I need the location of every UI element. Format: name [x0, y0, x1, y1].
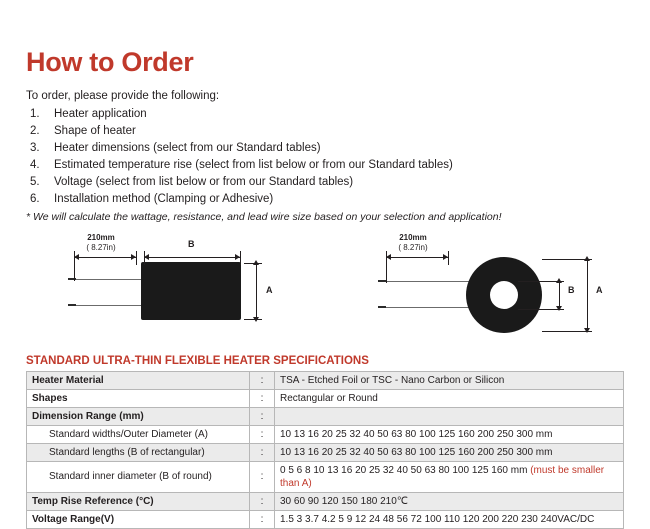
rect-width-dim-line	[144, 257, 240, 258]
row-value: 10 13 16 20 25 32 40 50 63 80 100 125 160 200 250 300 mm	[275, 443, 624, 461]
row-value: Rectangular or Round	[275, 389, 624, 407]
row-colon: :	[250, 461, 275, 492]
row-colon: :	[250, 407, 275, 425]
list-item-label: Installation method (Clamping or Adhesive)	[54, 192, 274, 205]
row-value-text: 0 5 6 8 10 13 16 20 25 32 40 50 63 80 100 125 160 mm	[280, 464, 528, 476]
round-lead-tip-top	[378, 280, 386, 282]
list-item-label: Heater dimensions (select from our Standard tables)	[54, 141, 321, 154]
row-value	[275, 461, 624, 492]
round-lead-dim-line	[386, 257, 448, 258]
round-outer-dim-line	[587, 259, 588, 331]
round-inner-ext-bottom	[518, 309, 564, 310]
round-outer-ext-bottom	[542, 331, 592, 332]
table-row	[27, 461, 624, 492]
rect-height-ext-bottom	[244, 319, 262, 320]
list-item	[26, 123, 624, 140]
row-colon: :	[250, 389, 275, 407]
row-label: Shapes	[27, 389, 250, 407]
table-row	[27, 425, 624, 443]
rect-lead-wire-bottom	[74, 305, 142, 307]
spec-table	[26, 371, 624, 529]
spec-table-title: STANDARD ULTRA-THIN FLEXIBLE HEATER SPECIFICATIONS	[26, 354, 369, 367]
rect-lead-extension-left	[74, 251, 75, 281]
list-item-number: 6.	[30, 192, 40, 205]
list-item	[26, 106, 624, 123]
row-label: Voltage Range(V)	[27, 510, 250, 528]
rect-lead-wire-top	[74, 279, 142, 281]
table-row	[27, 492, 624, 510]
row-label: Heater Material	[27, 371, 250, 389]
list-item	[26, 140, 624, 157]
list-item-label: Shape of heater	[54, 124, 136, 137]
calculation-note: * We will calculate the wattage, resistance, and lead wire size based on your selection and application!	[26, 210, 502, 223]
row-colon: :	[250, 492, 275, 510]
table-row	[27, 443, 624, 461]
row-label: Standard widths/Outer Diameter (A)	[27, 425, 250, 443]
round-outer-ext-top	[542, 259, 592, 260]
intro-text: To order, please provide the following:	[26, 89, 220, 102]
round-lead-tip-bottom	[378, 306, 386, 308]
row-colon: :	[250, 510, 275, 528]
row-label: Standard lengths (B of rectangular)	[27, 443, 250, 461]
round-lead-ext-left	[386, 251, 387, 283]
list-item-label: Estimated temperature rise (select from list below or from our Standard tables)	[54, 158, 453, 171]
row-label: Temp Rise Reference (°C)	[27, 492, 250, 510]
rect-height-ext-top	[244, 263, 262, 264]
rect-lead-dim-line	[74, 257, 136, 258]
list-item-label: Voltage (select from list below or from our Standard tables)	[54, 175, 354, 188]
rect-heater-body	[141, 262, 241, 320]
rect-height-dim-line	[256, 263, 257, 319]
list-item-number: 5.	[30, 175, 40, 188]
table-row	[27, 389, 624, 407]
round-inner-dim-line	[559, 281, 560, 309]
rect-width-letter: B	[188, 238, 195, 249]
list-item-number: 3.	[30, 141, 40, 154]
list-item-number: 4.	[30, 158, 40, 171]
page-title: How to Order	[26, 47, 194, 77]
row-colon: :	[250, 425, 275, 443]
row-value: 1.5 3 3.7 4.2 5 9 12 24 48 56 72 100 110 120 200 220 230 240VAC/DC	[275, 510, 624, 528]
rect-height-letter: A	[266, 284, 273, 295]
list-item-label: Heater application	[54, 107, 147, 120]
row-value	[275, 407, 624, 425]
list-item-number: 1.	[30, 107, 40, 120]
rect-lead-length-label: 210mm ( 8.27in)	[86, 232, 116, 252]
row-value-warning: (must be smaller than A)	[280, 464, 605, 489]
table-row	[27, 407, 624, 425]
row-value: 10 13 16 20 25 32 40 50 63 80 100 125 160 200 250 300 mm	[275, 425, 624, 443]
row-label: Standard inner diameter (B of round)	[27, 461, 250, 492]
rect-lead-tip-bottom	[68, 304, 76, 306]
rect-lead-extension-right	[136, 251, 137, 265]
row-value: TSA - Etched Foil or TSC - Nano Carbon or Silicon	[275, 371, 624, 389]
table-row	[27, 510, 624, 528]
round-lead-ext-right	[448, 251, 449, 265]
round-lead-length-label: 210mm ( 8.27in)	[398, 232, 428, 252]
list-item	[26, 191, 624, 208]
rect-width-ext-right	[240, 251, 241, 265]
list-item	[26, 174, 624, 191]
table-row	[27, 371, 624, 389]
order-steps-list	[26, 106, 624, 208]
list-item-number: 2.	[30, 124, 40, 137]
heater-diagrams	[26, 233, 624, 353]
rect-width-ext-left	[144, 251, 145, 265]
row-label: Dimension Range (mm)	[27, 407, 250, 425]
round-inner-ext-top	[518, 281, 564, 282]
round-heater-hole	[490, 281, 518, 309]
list-item	[26, 157, 624, 174]
round-outer-letter: A	[596, 284, 603, 295]
row-colon: :	[250, 443, 275, 461]
round-inner-letter: B	[568, 284, 575, 295]
row-colon: :	[250, 371, 275, 389]
row-value: 30 60 90 120 150 180 210℃	[275, 492, 624, 510]
